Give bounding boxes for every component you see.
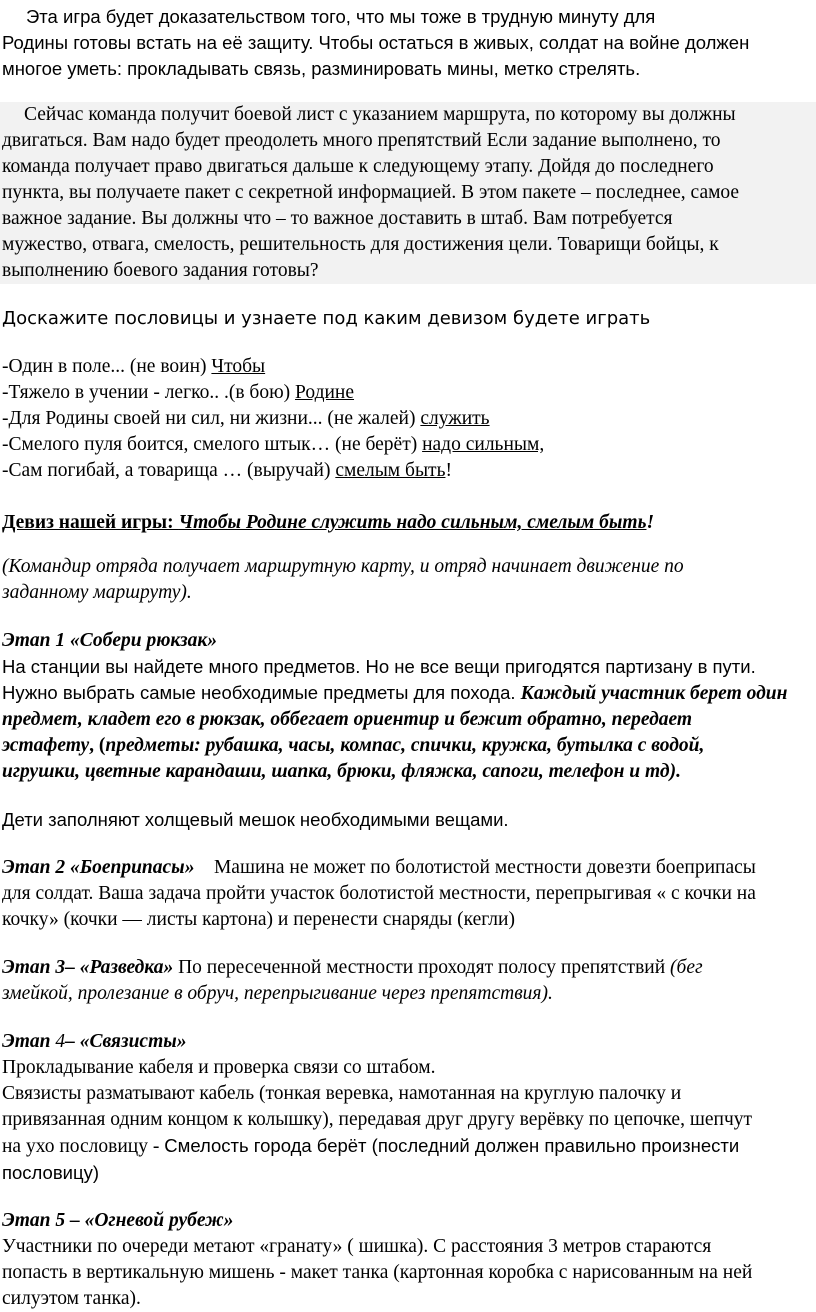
- stage-5: [0, 1208, 816, 1312]
- text-line: для солдат. Ваша задача пройти участок болотистой местности, перепрыгивая « с кочки на: [2, 883, 756, 904]
- text-line: [2, 855, 816, 881]
- proverb-item: [2, 354, 816, 380]
- text-line: пословицу): [2, 1162, 100, 1183]
- motto-label: Девиз нашей игры:: [2, 512, 179, 533]
- text-line: Дети заполняют холщевый мешок необходимыми вещами.: [2, 809, 509, 830]
- text-line: важное задание. Вы должны что – то важное доставить в штаб. Вам потребуется: [2, 208, 673, 229]
- stage-title: Этап 5 – «Огневой рубеж»: [2, 1210, 234, 1231]
- text-line: предмет, кладет его в рюкзак, оббегает ориентир и бежит обратно, передает: [2, 709, 693, 730]
- proverb-answer: смелым быть: [335, 460, 446, 481]
- proverb-item: [2, 432, 816, 458]
- proverb-answer: Чтобы: [211, 356, 266, 377]
- text-line: пункта, вы получаете пакет с секретной информацией. В этом пакете – последнее, самое: [2, 182, 740, 203]
- text-segment: , (: [89, 735, 106, 756]
- text-line: многое уметь: прокладывать связь, разминировать мины, метко стрелять.: [2, 58, 641, 79]
- text-line: двигаться. Вам надо будет преодолеть много препятствий Если задание выполнено, то: [2, 130, 721, 151]
- text-line: Прокладывание кабеля и проверка связи со штабом.: [2, 1057, 436, 1078]
- commander-note: [0, 554, 816, 606]
- stage-1: [0, 628, 816, 833]
- text-line: команда получает право двигаться дальше к следующему этапу. Дойдя до последнего: [2, 156, 714, 177]
- text-line: [2, 102, 816, 128]
- proverb-text: -Смелого пуля боится, смелого штык… (не берёт): [2, 434, 423, 455]
- text-line: попасть в вертикальную мишень - макет танка (картонная коробка с нарисованным на ней: [2, 1262, 753, 1283]
- proverb-item: [2, 380, 816, 406]
- text-line: привязанная одним концом к колышку), передавая друг другу верёвку по цепочке, шепчут: [2, 1109, 753, 1130]
- text-line-content: Эта игра будет доказательством того, что мы тоже в трудную минуту для: [26, 6, 656, 27]
- stage-title: Этап 2 «Боеприпасы»: [2, 857, 195, 878]
- text-line: Связисты разматывают кабель (тонкая веревка, намотанная на круглую палочку и: [2, 1083, 682, 1104]
- text-line: кочку» (кочки — листы картона) и перенести снаряды (кегли): [2, 909, 515, 930]
- proverb-item: [2, 458, 816, 484]
- stage-2: [0, 855, 816, 933]
- proverb-answer: служить: [420, 408, 490, 429]
- text-line: [2, 4, 816, 30]
- text-line: выполнению боевого задания готовы?: [2, 260, 319, 281]
- text-line: игрушки, цветные карандаши, шапка, брюки, фляжка, сапоги, телефон и тд).: [2, 761, 681, 782]
- proverbs-list: [0, 354, 816, 484]
- stage-title: Этап 1 «Собери рюкзак»: [2, 630, 218, 651]
- text-line: мужество, отвага, смелость, решительность для достижения цели. Товарищи бойцы, к: [2, 234, 719, 255]
- stage-3: [0, 955, 816, 1007]
- proverb-text: -Тяжело в учении - легко.. .(в бою): [2, 382, 296, 403]
- proverb-text: -Для Родины своей ни сил, ни жизни... (не жалей): [2, 408, 421, 429]
- text-line: (Командир отряда получает маршрутную карту, и отряд начинает движение по: [2, 556, 684, 577]
- stage-title-part: 4: [55, 1031, 66, 1052]
- text-segment: Машина не может по болотистой местности довезти боеприпасы: [194, 857, 756, 878]
- intro-paragraph-1: [0, 4, 816, 82]
- text-line: силуэтом танка).: [2, 1288, 141, 1309]
- stage-title: [2, 1029, 816, 1055]
- text-segment: Смелость города берёт (последний должен правильно произнести: [164, 1135, 740, 1156]
- motto-text: Чтобы Родине служить надо сильным, смелым быть: [178, 512, 647, 533]
- stage-title-part: – «Связисты»: [65, 1031, 187, 1052]
- text-segment: Нужно выбрать самые необходимые предметы для похода.: [2, 682, 521, 703]
- text-segment: предметы: рубашка, часы, компас, спички, кружка, бутылка с водой,: [105, 735, 705, 756]
- stage-title-part: Этап: [2, 1031, 56, 1052]
- stage-title: Этап 3– «Разведка»: [2, 957, 174, 978]
- proverbs-heading: Доскажите пословицы и узнаете под каким девизом будете играть: [2, 308, 651, 329]
- proverb-text: -Один в поле... (не воин): [2, 356, 212, 377]
- text-line-content: Сейчас команда получит боевой лист с указанием маршрута, по которому вы должны: [24, 104, 736, 125]
- text-line: Родины готовы встать на её защиту. Чтобы остаться в живых, солдат на войне должен: [2, 32, 750, 53]
- intro-paragraph-2: [0, 102, 816, 284]
- text-segment: (бег: [670, 957, 703, 978]
- text-segment: эстафету: [2, 735, 90, 756]
- proverb-item: [2, 406, 816, 432]
- motto: [0, 510, 816, 536]
- text-line: змейкой, пролезание в обруч, перепрыгивание через препятствия).: [2, 983, 553, 1004]
- text-line: [2, 955, 816, 981]
- motto-tail: !: [646, 512, 655, 533]
- text-line: [2, 733, 816, 759]
- text-line: Участники по очереди метают «гранату» ( шишка). С расстояния 3 метров стараются: [2, 1236, 712, 1257]
- text-line: заданному маршруту).: [2, 582, 192, 603]
- text-line: На станции вы найдете много предметов. Но не все вещи пригодятся партизану в пути.: [2, 656, 756, 677]
- proverb-tail: !: [445, 460, 452, 481]
- proverb-text: -Сам погибай, а товарища … (выручай): [2, 460, 336, 481]
- text-line: [2, 680, 816, 707]
- text-segment: По пересеченной местности проходят полосу препятствий: [173, 957, 671, 978]
- proverb-answer: надо сильным,: [422, 434, 545, 455]
- proverb-answer: Родине: [295, 382, 355, 403]
- stage-4: [0, 1029, 816, 1186]
- text-line: [2, 1133, 816, 1160]
- text-segment: Каждый участник берет один: [520, 683, 788, 704]
- text-segment: на ухо пословицу -: [2, 1136, 165, 1157]
